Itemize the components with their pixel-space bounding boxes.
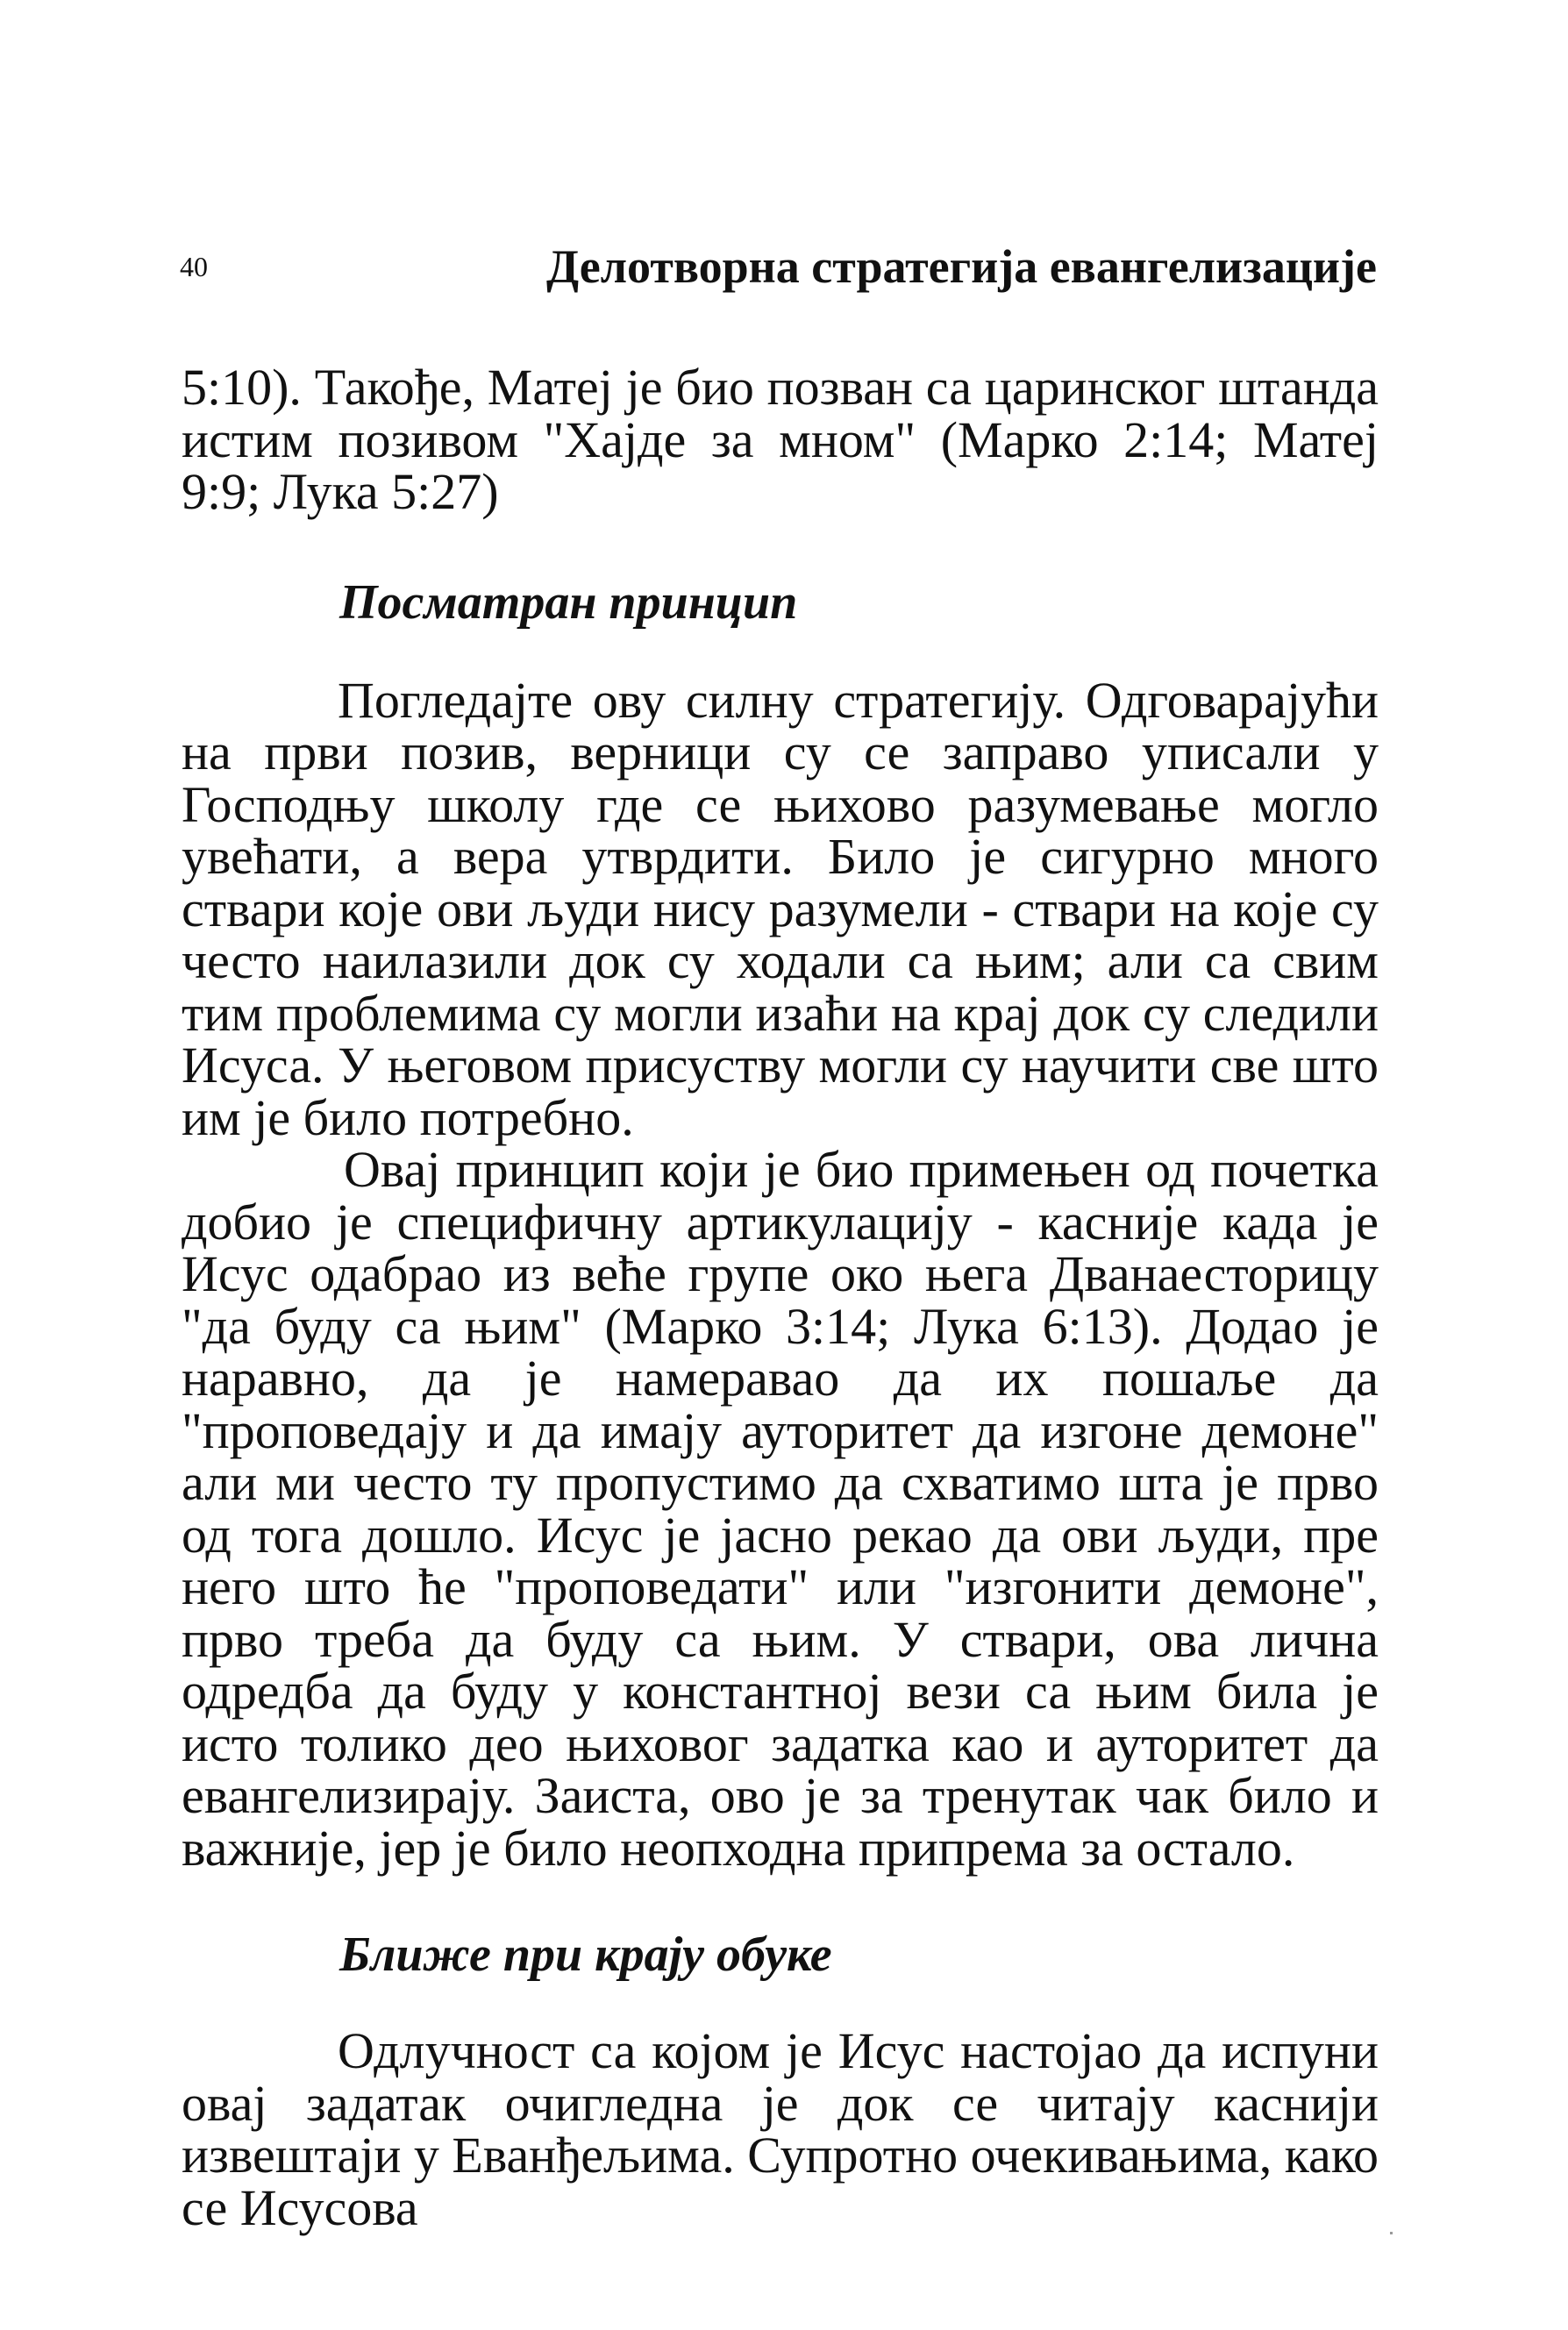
scan-speck bbox=[1390, 2232, 1393, 2234]
spacer bbox=[182, 1874, 1379, 1927]
section-heading-observed-principle: Посматран принцип bbox=[339, 574, 798, 630]
spacer bbox=[182, 518, 1379, 574]
body-paragraph: Погледајте ову силну стратегију. Одговарајући на први позив, верници су се заправо уписали у Господњу школу где се њихово разумевање могло увећати, а вера утврдити. Било је сигурно много ствари које ови људи нису разумели - ствари на које су често наилазили док су ходали са њим; али са свим тим проблемима су могли изаћи на крај док су следили Исуса. У његовом присуству могли су научити све што им је било потребно. bbox=[182, 671, 1379, 1146]
page-number: 40 bbox=[180, 251, 208, 282]
section-heading-near-end-of-training: Ближе при крају обуке bbox=[339, 1927, 832, 1982]
body-paragraph: Овај принцип који је био примењен од почетка добио је специфичну артикулацију - касније када је Исус одабрао из веће групе око њега Дванаесторицу "да буду са њим" (Марко 3:14; Лука 6:13). Додао је наравно, да је намеравао да их пошаље да "проповедају и да имају ауторитет да изгоне демоне" али ми често ту пропустимо да схватимо шта је прво од тога дошло. Исус је јасно рекао да ови људи, пре него што ће "проповедати" или "изгонити демоне", прво треба да буду са њим. У ствари, ова лична одредба да буду у константној вези са њим била је исто толико део њиховог задатка као и ауторитет да евангелизирају. Заиста, ово је за тренутак чак било и важније, јер је било неопходна припрема за остало. bbox=[182, 1141, 1379, 1877]
page-body bbox=[182, 361, 1379, 2234]
spacer bbox=[182, 631, 1379, 674]
spacer bbox=[182, 1983, 1379, 2025]
running-title: Делотворна стратегија евангелизације bbox=[545, 240, 1377, 293]
intro-paragraph: 5:10). Такође, Матеј је био позван са царинског штанда истим позивом "Хајде за мном" (Марко 2:14; Матеј 9:9; Лука 5:27) bbox=[182, 359, 1379, 520]
body-paragraph: Одлучност са којом је Исус настојао да испуни овај задатак очигледна је док се читају каснији извештаји у Еванђељима. Супротно очекивањима, како се Исусова bbox=[182, 2022, 1379, 2236]
running-head bbox=[180, 239, 1377, 300]
